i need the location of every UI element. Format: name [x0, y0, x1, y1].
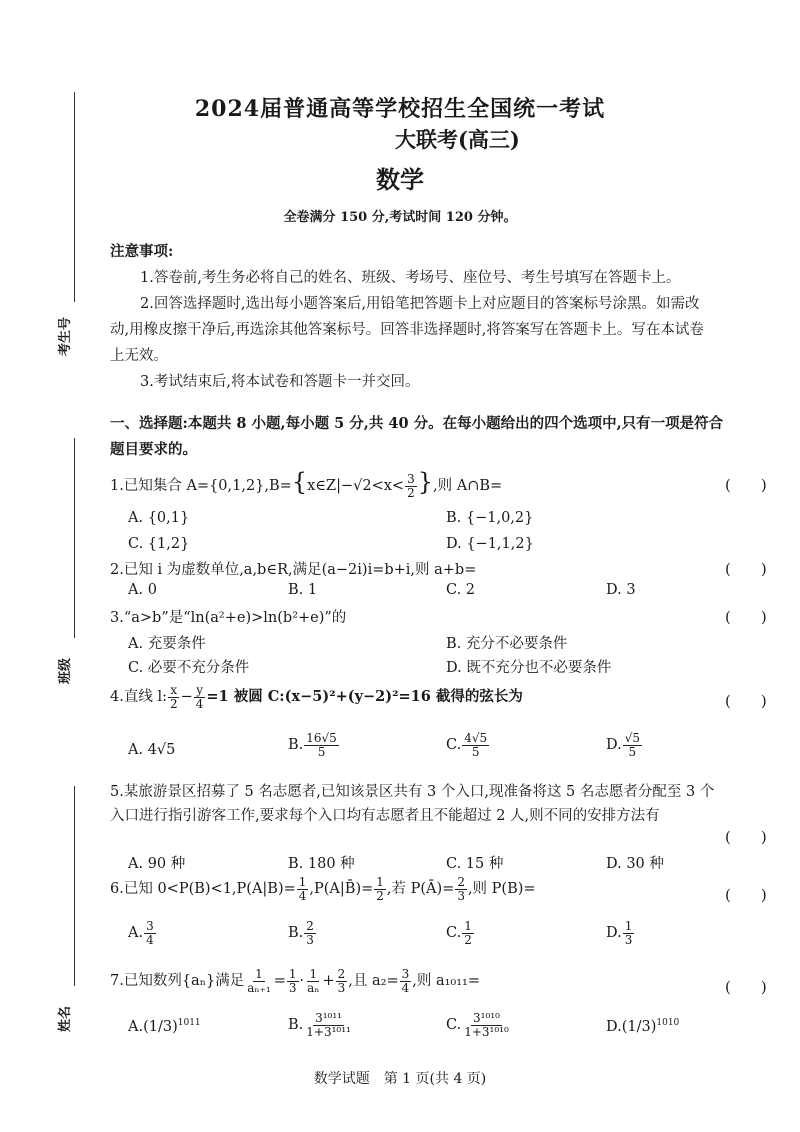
q1-option-d: D. {−1,1,2} — [446, 536, 534, 552]
notice-heading: 注意事项: — [110, 243, 174, 260]
score-info: 全卷满分 150 分,考试时间 120 分钟。 — [283, 210, 517, 225]
q6-option-d: D. $\frac{1}{3}$ — [606, 919, 633, 947]
q5-option-a: A. 90 种 — [128, 856, 186, 872]
answer-paren-1: ( ) — [725, 476, 767, 494]
q7-option-d: $D.(1/3)^{1010}$ — [606, 1018, 680, 1035]
q3-option-d: D. 既不充分也不必要条件 — [446, 660, 612, 676]
question-2-stem: 2.已知 i 为虚数单位,a,b∈R,满足(a−2i)i=b+i,则 a+b= — [110, 562, 477, 578]
q1-option-c: C. {1,2} — [128, 536, 190, 552]
q2-option-c: C. 2 — [446, 582, 476, 598]
notice-item-1: 1.答卷前,考生务必将自己的姓名、班级、考场号、座位号、考生号填写在答题卡上。 — [140, 270, 681, 286]
section-1-heading-cont: 题目要求的。 — [110, 441, 197, 458]
question-4-stem: 4.直线 l: $\frac{x}{2}$ − $\frac{y}{4}$ =1 被圆 C:(x−5)²+(y−2)²=16 截得的弦长为 — [110, 683, 523, 711]
answer-paren-5: ( ) — [725, 828, 767, 846]
answer-paren-7: ( ) — [725, 978, 767, 996]
q5-option-d: D. 30 种 — [606, 856, 664, 872]
question-7-stem: 7.已知数列{aₙ}满足 $\frac{1}{\text{aₙ₊₁}}$ = $\frac{1}{3}$ · $\frac{1}{\text{aₙ}}$ + $\frac{2}{3}$ ,且 a₂= $\frac{3}{4}$ ,则 a₁₀₁₁= — [110, 967, 480, 995]
q5-option-c: C. 15 种 — [446, 856, 504, 872]
question-5-line-2: 入口进行指引游客工作,要求每个入口均有志愿者且不能超过 2 人,则不同的安排方法有 — [110, 808, 660, 824]
q3-option-b: B. 充分不必要条件 — [446, 636, 568, 652]
answer-paren-6: ( ) — [725, 886, 767, 904]
q3-option-a: A. 充要条件 — [128, 636, 206, 652]
question-5-line-1: 5.某旅游景区招募了 5 名志愿者,已知该景区共有 3 个入口,现准备将这 5 名志愿者分配至 3 个 — [110, 784, 715, 800]
q7-option-c: C. $\frac{\text{3¹⁰¹⁰}}{\text{1+3¹⁰¹⁰}}$ — [446, 1011, 509, 1039]
binding-line-lower — [74, 786, 75, 986]
subject-title: 数学 — [376, 166, 424, 194]
exam-subtitle: 大联考(高三) — [395, 127, 520, 152]
notice-item-3: 3.考试结束后,将本试卷和答题卡一并交回。 — [140, 374, 420, 390]
q7-option-a: $A.(1/3)^{1011}$ — [128, 1018, 201, 1035]
q4-option-d: D. $\frac{√5}{5}$ — [606, 731, 640, 759]
q1-fraction: $\frac{3}{2}$ — [407, 471, 415, 500]
q1-option-a: A. {0,1} — [128, 510, 190, 526]
q4-option-a: A. 4√5 — [128, 742, 176, 758]
q1-option-b: B. {−1,0,2} — [446, 510, 534, 526]
notice-item-2-line-2: 动,用橡皮擦干净后,再选涂其他答案标号。回答非选择题时,将答案写在答题卡上。写在本试卷 — [110, 322, 704, 338]
notice-item-2-line-3: 上无效。 — [110, 348, 168, 364]
question-6-stem: 6.已知 0<P(B)<1,P(A|B)= $\frac{1}{4}$ ,P(A|B̄)= $\frac{1}{2}$ ,若 P(Ā)= $\frac{2}{3}$ ,则 P(B)= — [110, 875, 536, 903]
exam-title: 2024届普通高等学校招生全国统一考试 — [194, 96, 606, 122]
q2-option-b: B. 1 — [288, 582, 318, 598]
notice-item-2-line-1: 2.回答选择题时,选出每小题答案后,用铅笔把答题卡上对应题目的答案标号涂黑。如需改 — [140, 296, 700, 312]
exam-number-label: 考生号 — [58, 316, 73, 356]
name-label: 姓名 — [58, 1005, 73, 1032]
page-footer: 数学试题 第 1 页(共 4 页) — [313, 1071, 487, 1087]
q5-option-b: B. 180 种 — [288, 856, 355, 872]
answer-paren-2: ( ) — [725, 560, 767, 578]
q2-option-d: D. 3 — [606, 582, 636, 598]
answer-paren-4: ( ) — [725, 692, 767, 710]
q4-option-b: B. $\frac{16√5}{5}$ — [288, 731, 337, 759]
q2-option-a: A. 0 — [128, 582, 157, 598]
answer-paren-3: ( ) — [725, 608, 767, 626]
question-3-stem: 3.“a>b”是“ln(a²+e)>ln(b²+e)”的 — [110, 610, 347, 626]
binding-line-top — [74, 92, 75, 302]
section-1-heading: 一、选择题:本题共 8 小题,每小题 5 分,共 40 分。在每小题给出的四个选项中,只有一项是符合 — [110, 415, 724, 432]
q4-option-c: C. $\frac{4√5}{5}$ — [446, 731, 488, 759]
class-label: 班级 — [58, 657, 73, 684]
q7-option-b: B. $\frac{\text{3¹⁰¹¹}}{\text{1+3¹⁰¹¹}}$ — [288, 1011, 351, 1039]
q6-option-b: B. $\frac{2}{3}$ — [288, 919, 314, 947]
binding-line-middle — [74, 438, 75, 638]
q6-option-a: A. $\frac{3}{4}$ — [128, 919, 154, 947]
q3-option-c: C. 必要不充分条件 — [128, 660, 250, 676]
q6-option-c: C. $\frac{1}{2}$ — [446, 919, 472, 947]
question-1-stem: 1.已知集合 A={0,1,2},B={x∈Z|−√2<x< $\frac{3}{2}$ },则 A∩B= — [110, 468, 503, 500]
